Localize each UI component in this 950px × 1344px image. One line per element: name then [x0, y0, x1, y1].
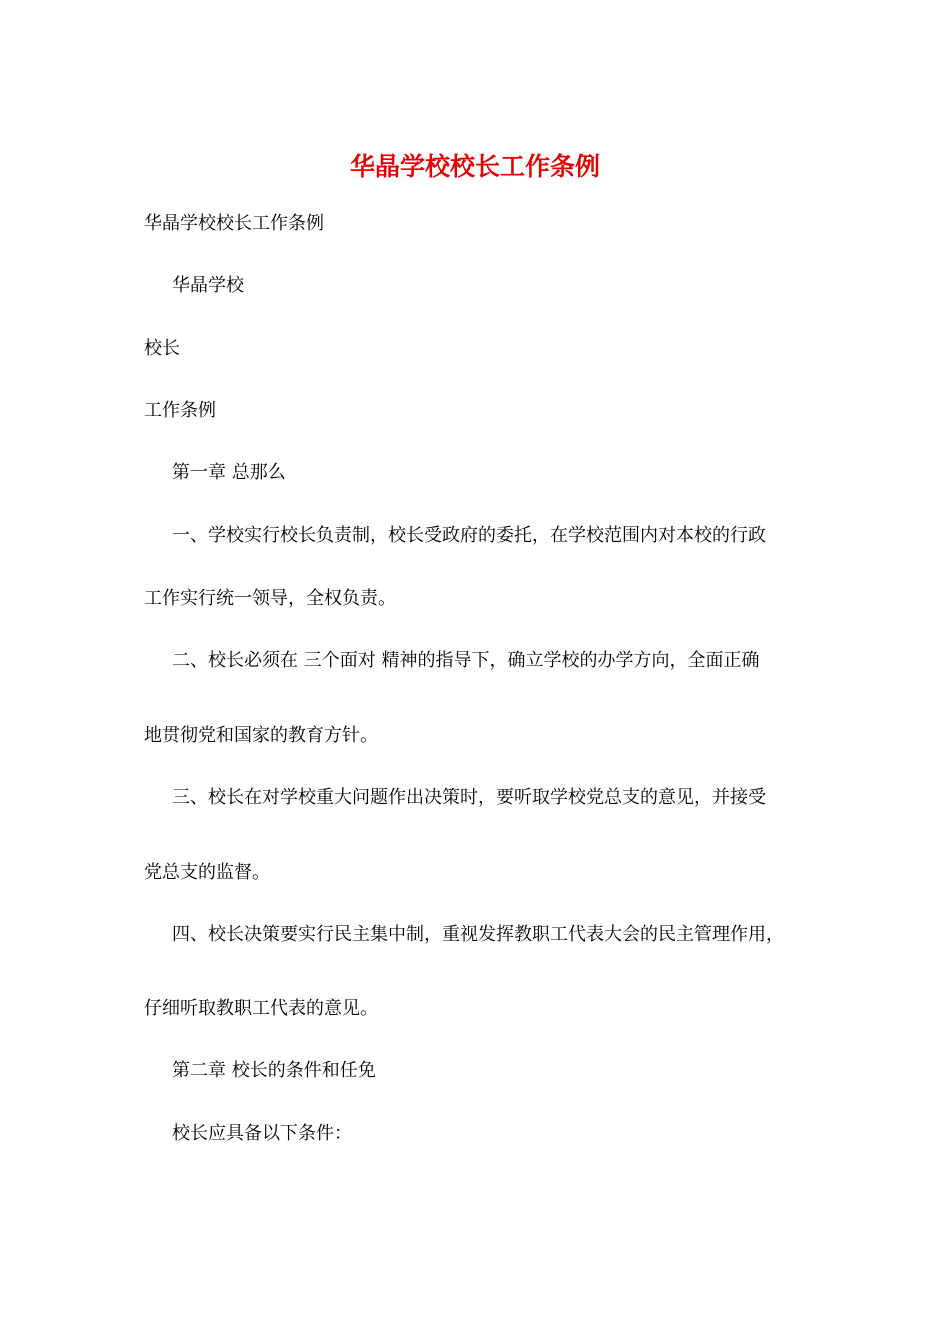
- conditions-intro: 校长应具备以下条件：: [172, 1123, 352, 1144]
- text-line-subtitle: 华晶学校校长工作条例: [144, 213, 324, 234]
- article-4-line-2: 仔细听取教职工代表的意见。: [144, 998, 378, 1019]
- article-1-line-2: 工作实行统一领导，全权负责。: [144, 588, 396, 609]
- chapter-1-heading: 第一章 总那么: [172, 462, 286, 483]
- text-line-school: 华晶学校: [172, 275, 244, 296]
- article-3-line-2: 党总支的监督。: [144, 862, 270, 883]
- chapter-2-heading: 第二章 校长的条件和任免: [172, 1060, 376, 1081]
- article-2-line-1: 二、校长必须在 三个面对 精神的指导下，确立学校的办学方向，全面正确: [172, 650, 760, 671]
- article-3-line-1: 三、校长在对学校重大问题作出决策时，要听取学校党总支的意见，并接受: [172, 787, 766, 808]
- text-line-regulation: 工作条例: [144, 400, 216, 421]
- text-line-principal: 校长: [144, 338, 180, 359]
- article-1-line-1: 一、学校实行校长负责制，校长受政府的委托，在学校范围内对本校的行政: [172, 525, 766, 546]
- document-title: 华晶学校校长工作条例: [349, 152, 600, 181]
- article-4-line-1: 四、校长决策要实行民主集中制，重视发挥教职工代表大会的民主管理作用，: [172, 924, 784, 945]
- article-2-line-2: 地贯彻党和国家的教育方针。: [144, 725, 378, 746]
